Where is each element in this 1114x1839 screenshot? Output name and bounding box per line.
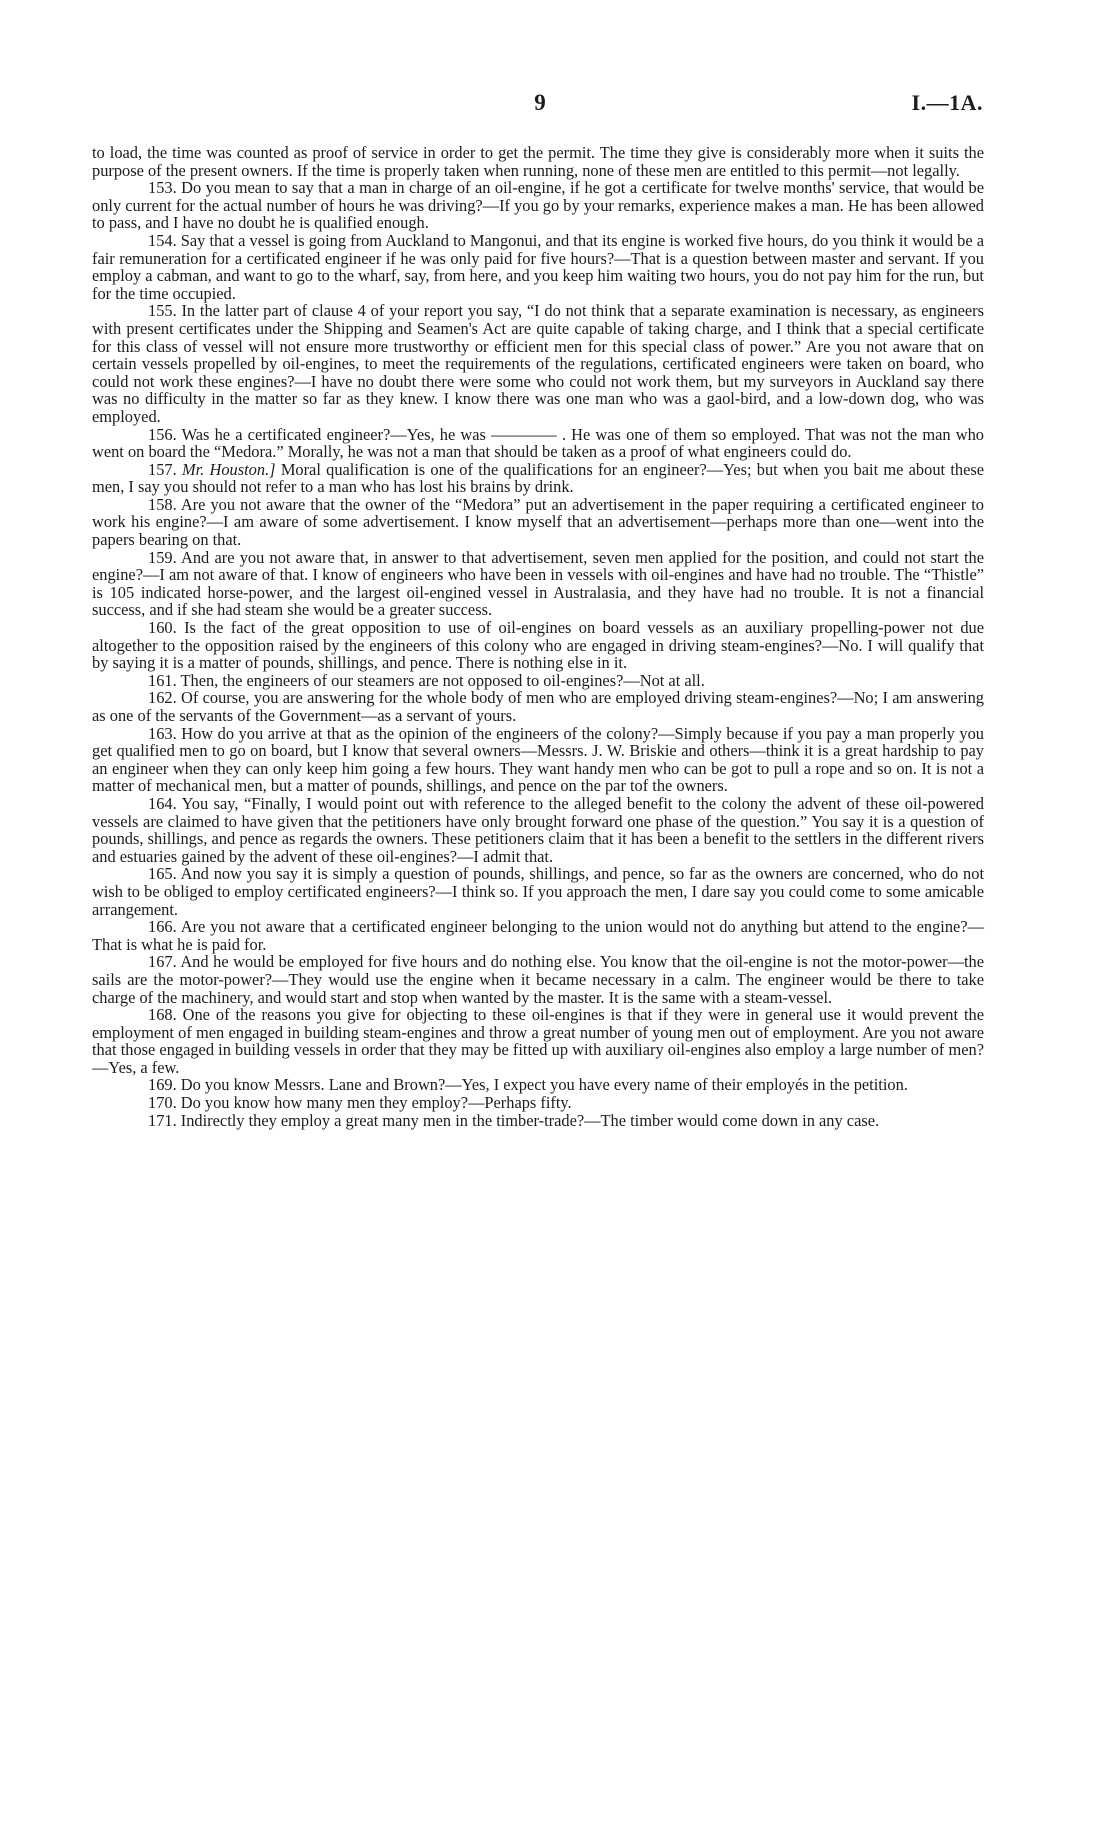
- paragraph-continuation: to load, the time was counted as proof of service in order to get the permit. The time they give is considerably more when it suits the purpose of the present owners. If the time is properly taken when running, none of these men are entitled to this permit—not legally.: [92, 143, 984, 180]
- page-number: 9: [534, 90, 546, 115]
- paragraph-170: 170. Do you know how many men they employ?—Perhaps fifty.: [148, 1093, 572, 1113]
- paragraph-166: 166. Are you not aware that a certificated engineer belonging to the union would not do anything but attend to the engine?—That is what he is paid for.: [92, 917, 984, 954]
- paragraph-159: 159. And are you not aware that, in answer to that advertisement, seven men applied for the position, and could not start the engine?—I am not aware of that. I know of engineers who have been in vessels with oil-engines and have had no trouble. The “Thistle” is 105 indicated horse-power, and the largest oil-engined vessel in Australasia, and they have had no trouble. It is not a financial success, and if she had steam she would be a greater success.: [92, 547, 984, 620]
- paragraph-text: Moral qualification is one of the qualifications for an engineer?—Yes; but when you bait me about these men, I say you should not refer to a man who has lost his brains by drink.: [92, 459, 985, 497]
- paragraph-171: 171. Indirectly they employ a great many men in the timber-trade?—The timber would come down in any case.: [148, 1110, 880, 1130]
- paragraph-163: 163. How do you arrive at that as the opinion of the engineers of the colony?—Simply because if you pay a man properly you get qualified men to go on board, but I know that several owners—Messrs. J. W. Briskie and others—think it is a great hardship to pay an engineer when they can only keep him going a few hours. They want handy men who can be got to pull a rope and so on. It is not a matter of mechanical men, but a matter of pounds, shillings, and pence on the par tof the owners.: [92, 723, 984, 796]
- paragraph-154: 154. Say that a vessel is going from Auckland to Mangonui, and that its engine is worked five hours, do you think it would be a fair remuneration for a certificated engineer if he was only paid for five hours?—That is a question between master and servant. If you employ a cabman, and want to go to the wharf, say, from here, and you keep him waiting two hours, you do not pay him for the run, but for the time occupied.: [92, 230, 984, 303]
- question-number: 157.: [148, 459, 177, 479]
- page-reference: I.—1A.: [911, 90, 983, 115]
- paragraph-167: 167. And he would be employed for five hours and do nothing else. You know that the oil-engine is not the motor-power—the sails are the motor-power?—They would use the engine when it became necessary in a calm. The engineer would be there to take charge of the machinery, and would start and stop when wanted by the master. It is the same with a steam-vessel.: [92, 952, 984, 1007]
- paragraph-161: 161. Then, the engineers of our steamers are not opposed to oil-engines?—Not at all.: [148, 670, 705, 690]
- paragraph-155: 155. In the latter part of clause 4 of your report you say, “I do not think that a separate examination is necessary, as engineers with present certificates under the Shipping and Seamen's Act are quite capable of taking charge, and I think that a special certificate for this class of vessel will not ensure more trustworthy or efficient men for this special class of power.” Are you not aware that on certain vessels propelled by oil-engines, to meet the requirements of the regulations, certificated engineers were taken on board, who could not work these engines?—I have no doubt there were some who could not work them, but my surveyors in Auckland say there was no difficulty in the matter so far as they knew. I know there was one man who was a gaol-bird, and a low-down dog, who was employed.: [92, 301, 984, 426]
- paragraph-156: 156. Was he a certificated engineer?—Yes, he was ———— . He was one of them so employed. That was not the man who went on board the “Medora.” Morally, he was not a man that should be taken as a proof of what engineers could do.: [92, 424, 984, 462]
- paragraph-162: 162. Of course, you are answering for the whole body of men who are employed driving steam-engines?—No; I am answering as one of the servants of the Government—as a servant of yours.: [92, 688, 984, 725]
- paragraph-153: 153. Do you mean to say that a man in charge of an oil-engine, if he got a certificate for twelve months' service, that would be only current for the actual number of hours he was driving?—If you go by your remarks, experience makes a man. He has been allowed to pass, and I have no doubt he is qualified enough.: [92, 178, 984, 233]
- speaker-name: Mr. Houston.]: [181, 459, 276, 479]
- body-text: [92, 144, 984, 1129]
- paragraph-157: [92, 461, 984, 496]
- paragraph-168: 168. One of the reasons you give for objecting to these oil-engines is that if they were in general use it would prevent the employment of men engaged in building steam-engines and throw a great number of young men out of employment. Are you not aware that those engaged in building vessels in order that they may be fitted up with auxiliary oil-engines also employ a large number of men?—Yes, a few.: [92, 1005, 984, 1077]
- paragraph-164: 164. You say, “Finally, I would point out with reference to the alleged benefit to the colony the advent of these oil-powered vessels are claimed to have given that the petitioners have only brought forward one phase of the question.” You say it is a question of pounds, shillings, and pence as regards the owners. These petitioners claim that it has been a benefit to the settlers in the different rivers and estuaries gained by the advent of these oil-engines?—I admit that.: [92, 793, 984, 866]
- paragraph-160: 160. Is the fact of the great opposition to use of oil-engines on board vessels as an auxiliary propelling-power not due altogether to the opposition raised by the engineers of this colony who are engaged in driving steam-engines?—No. I will qualify that by saying it is a matter of pounds, shillings, and pence. There is nothing else in it.: [92, 618, 984, 673]
- paragraph-158: 158. Are you not aware that the owner of the “Medora” put an advertisement in the paper requiring a certificated engineer to work his engine?—I am aware of some advertisement. I know myself that an advertisement—perhaps more than one—went into the papers bearing on that.: [92, 494, 984, 550]
- paragraph-169: 169. Do you know Messrs. Lane and Brown?—Yes, I expect you have every name of their employés in the petition.: [148, 1075, 908, 1095]
- paragraph-165: 165. And now you say it is simply a question of pounds, shillings, and pence, so far as the owners are concerned, who do not wish to be obliged to employ certificated engineers?—I think so. If you approach the men, I dare say you could come to some amicable arrangement.: [92, 864, 984, 919]
